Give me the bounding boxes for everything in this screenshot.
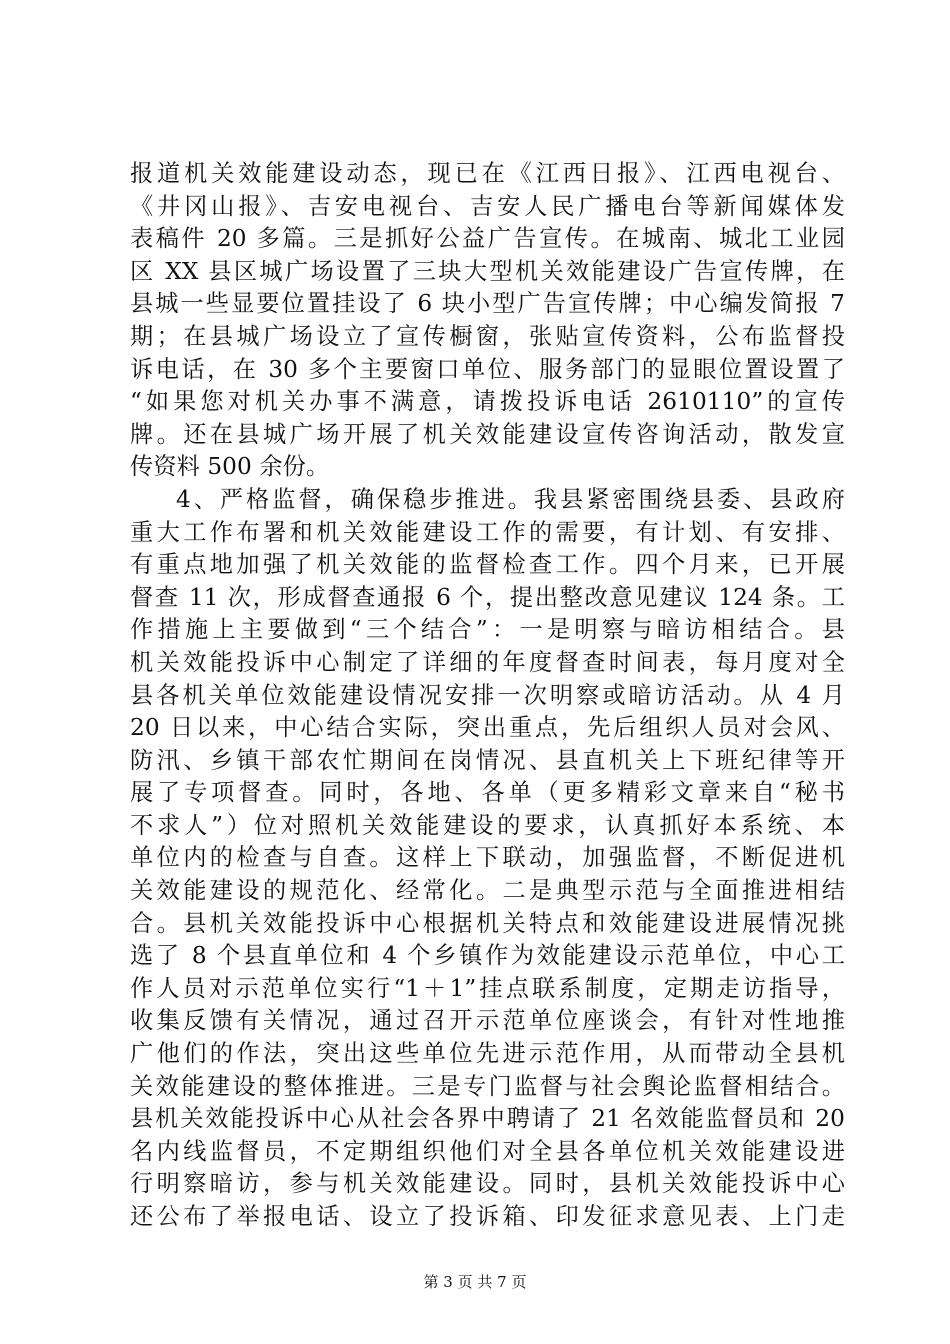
text-line-7: 诉电话，在 30 多个主要窗口单位、服务部门的显眼位置设置了	[130, 355, 845, 383]
text-line-1: 报道机关效能建设动态，现已在《江西日报》、江西电视台、	[130, 160, 845, 187]
text-line-16: 机关效能投诉中心制定了详细的年度督查时间表，每月度对全	[130, 648, 845, 676]
text-line-31: 名内线监督员，不定期组织他们对全县各单位机关效能建设进	[130, 1137, 845, 1165]
text-line-27: 收集反馈有关情况，通过召开示范单位座谈会，有针对性地推	[130, 1007, 845, 1035]
text-line-20: 展了专项督查。同时，各地、各单（更多精彩文章来自“秘书	[130, 779, 845, 807]
page-number-footer: 第 3 页 共 7 页	[423, 1273, 527, 1291]
text-line-17: 县各机关单位效能建设情况安排一次明察或暗访活动。从 4 月	[130, 681, 845, 709]
text-line-13: 有重点地加强了机关效能的监督检查工作。四个月来，已开展	[130, 551, 845, 579]
text-line-2: 《井冈山报》、吉安电视台、吉安人民广播电台等新闻媒体发	[130, 192, 845, 220]
text-line-4: 区 XX 县区城广场设置了三块大型机关效能建设广告宣传牌，在	[130, 257, 845, 285]
text-line-15: 作措施上主要做到“三个结合”：一是明察与暗访相结合。县	[130, 616, 845, 644]
text-line-12: 重大工作布署和机关效能建设工作的需要，有计划、有安排、	[130, 518, 845, 546]
text-line-8: “如果您对机关办事不满意，请拨投诉电话 2610110”的宣传	[130, 388, 845, 416]
text-line-3: 表稿件 20 多篇。三是抓好公益广告宣传。在城南、城北工业园	[130, 225, 845, 253]
text-line-10: 传资料 500 余份。	[130, 453, 330, 481]
text-line-6: 期；在县城广场设立了宣传橱窗，张贴宣传资料，公布监督投	[130, 322, 845, 350]
text-line-33: 还公布了举报电话、设立了投诉箱、印发征求意见表、上门走	[130, 1203, 845, 1230]
text-line-9: 牌。还在县城广场开展了机关效能建设宣传咨询活动，散发宣	[130, 420, 845, 448]
text-line-11: 4、严格监督，确保稳步推进。我县紧密围绕县委、县政府	[176, 485, 845, 513]
text-line-32: 行明察暗访，参与机关效能建设。同时，县机关效能投诉中心	[130, 1170, 845, 1198]
text-line-29: 关效能建设的整体推进。三是专门监督与社会舆论监督相结合。	[130, 1072, 845, 1100]
text-line-25: 选了 8 个县直单位和 4 个乡镇作为效能建设示范单位，中心工	[130, 942, 845, 970]
text-line-21: 不求人”）位对照机关效能建设的要求，认真抓好本系统、本	[130, 811, 845, 839]
text-line-24: 合。县机关效能投诉中心根据机关特点和效能建设进展情况挑	[130, 909, 845, 937]
text-line-19: 防汛、乡镇干部农忙期间在岗情况、县直机关上下班纪律等开	[130, 746, 845, 774]
text-line-18: 20 日以来，中心结合实际，突出重点，先后组织人员对会风、	[130, 714, 845, 742]
text-line-22: 单位内的检查与自查。这样上下联动，加强监督，不断促进机	[130, 844, 845, 872]
text-line-5: 县城一些显要位置挂设了 6 块小型广告宣传牌；中心编发简报 7	[130, 290, 845, 318]
text-line-23: 关效能建设的规范化、经常化。二是典型示范与全面推进相结	[130, 877, 845, 905]
text-line-14: 督查 11 次，形成督查通报 6 个，提出整改意见建议 124 条。工	[130, 583, 845, 611]
text-line-26: 作人员对示范单位实行“1＋1”挂点联系制度，定期走访指导，	[130, 974, 845, 1002]
document-body	[130, 158, 845, 1234]
text-line-28: 广他们的作法，突出这些单位先进示范作用，从而带动全县机	[130, 1040, 845, 1068]
text-line-30: 县机关效能投诉中心从社会各界中聘请了 21 名效能监督员和 20	[130, 1105, 845, 1133]
